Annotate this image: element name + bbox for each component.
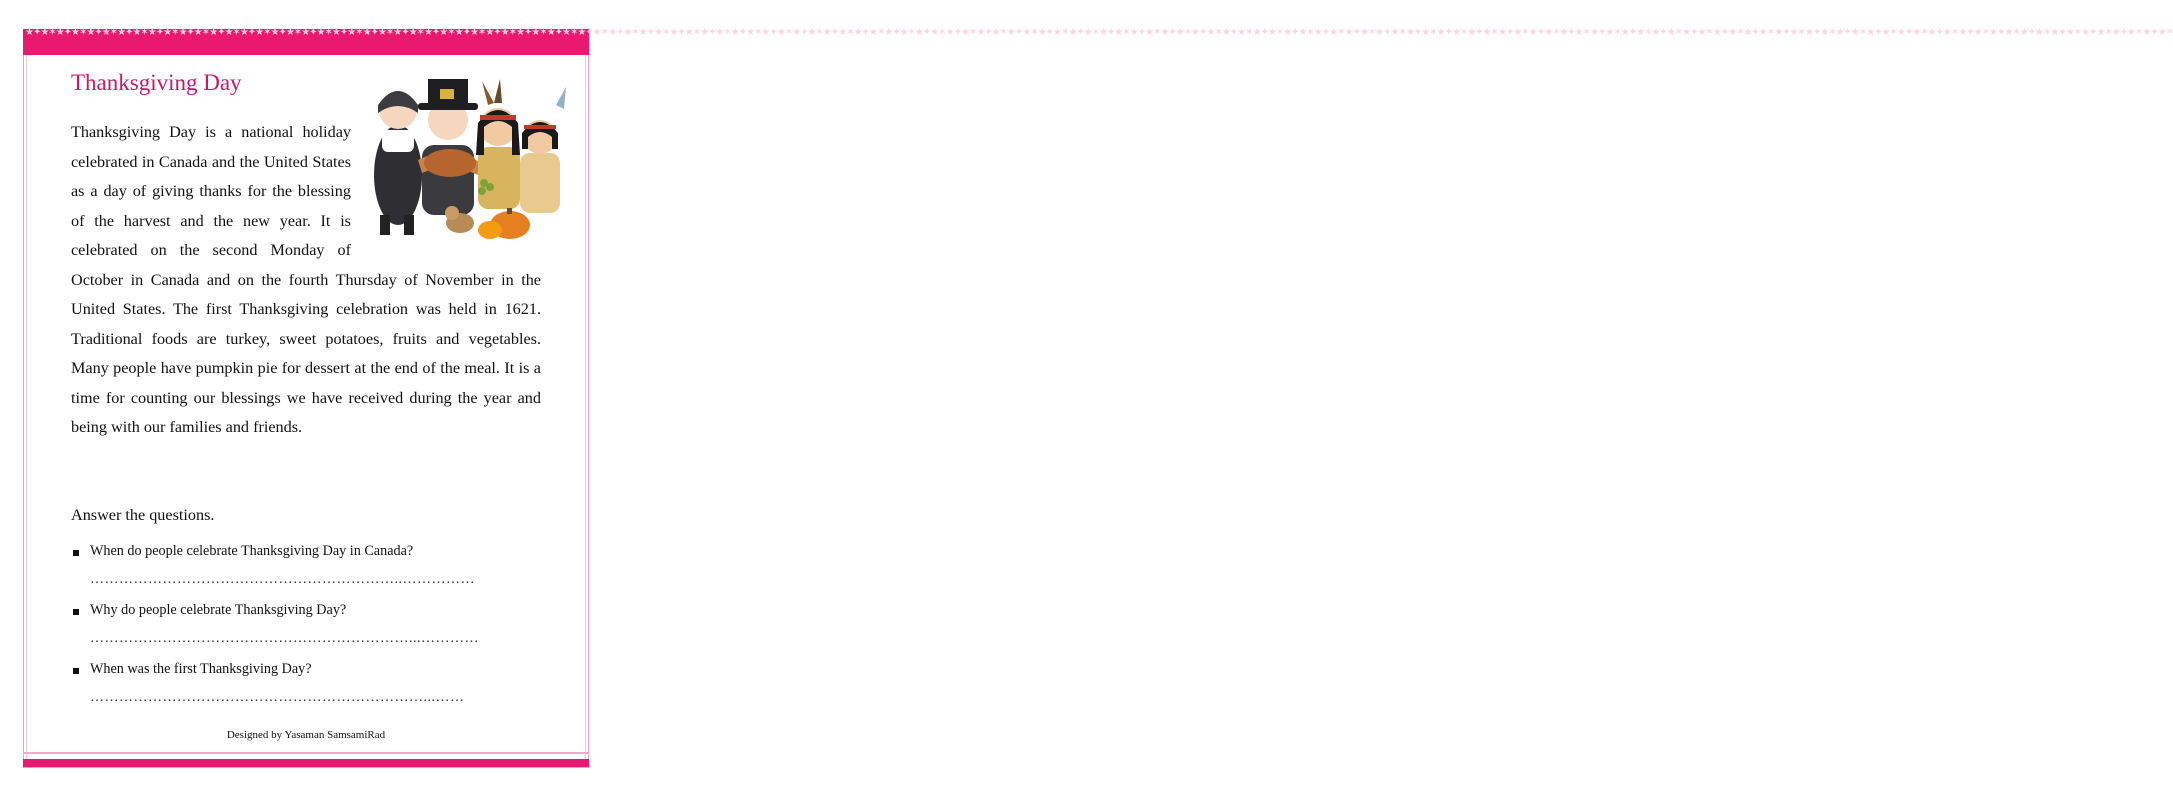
question-item [71, 661, 541, 720]
bottom-border-line [23, 752, 589, 754]
question-item [71, 602, 541, 661]
question-text: Why do people celebrate Thanksgiving Day? [90, 602, 347, 618]
star-border-top [23, 27, 2173, 55]
question-text: When was the first Thanksgiving Day? [90, 661, 312, 677]
questions-heading: Answer the questions. [71, 506, 215, 524]
star-pattern: ★✦★✶★✦★✶★✦★✶★✦★✶★✦★✶★✦★✶★✦★✶★✦★✶★✦★✶★✦★✶★✦★✶★✦★✶★✦★✶★✦★✶★✦★✶★✦★✶★✦★✶★✦★✶★✦★✶★✦★✶★✦★✶★✦★✶★✦★✶★✦★✶★✦★✶★✦★✶★✦★✶★✦★✶★✦★✶★✦★✶★✦★✶★✦★✶★✦★✶★✦★✶★✦★✶★✦★✶★✦★✶★✦★✶★✦★✶★✦★✶★✦★✶★✦★✶★✦★✶★✦★✶★✦★✶★✦★✶★✦★✶★✦★✶★✦★✶★✦★✶★✦★✶★✦★✶★✦★✶★✦★✶★✦★✶★✦★✶★✦★✶★✦★✶★✦★✶★✦★✶★✦★✶★✦★✶★✦★✶★✦★✶★✦★✶★✦★✶★✦★✶★✦★✶★✦★✶★✦★✶ [25, 27, 2173, 38]
page-title: Thanksgiving Day [71, 70, 242, 95]
answer-line[interactable]: ………………………………………………………..…………… [90, 572, 475, 587]
reading-passage [71, 118, 541, 443]
square-bullet-icon [73, 609, 79, 615]
bottom-border-band [23, 759, 589, 767]
answer-line[interactable]: ……………………………………………………………...…… [90, 690, 465, 705]
square-bullet-icon [73, 550, 79, 556]
question-item [71, 543, 541, 602]
illustration-spacer [351, 118, 541, 264]
answer-line[interactable]: …………………………………………………………...………… [90, 631, 479, 646]
designer-credit: Designed by Yasaman SamsamiRad [226, 729, 386, 741]
passage-text: Thanksgiving Day is a national holiday celebrated in Canada and the United States as a day of giving thanks for the blessing of the harvest and the new year. It is celebrated on the second Monday of October in Canada and on the fourth Thursday of November in the United States. The first Thanksgiving celebration was held in 1621. Traditional foods are turkey, sweet potatoes, fruits and vegetables. Many people have pumpkin pie for dessert at the end of the meal. It is a time for counting our blessings we have received during the year and being with our families and friends. [71, 123, 541, 436]
square-bullet-icon [73, 668, 79, 674]
question-list [71, 543, 541, 720]
question-text: When do people celebrate Thanksgiving Day in Canada? [90, 543, 414, 559]
